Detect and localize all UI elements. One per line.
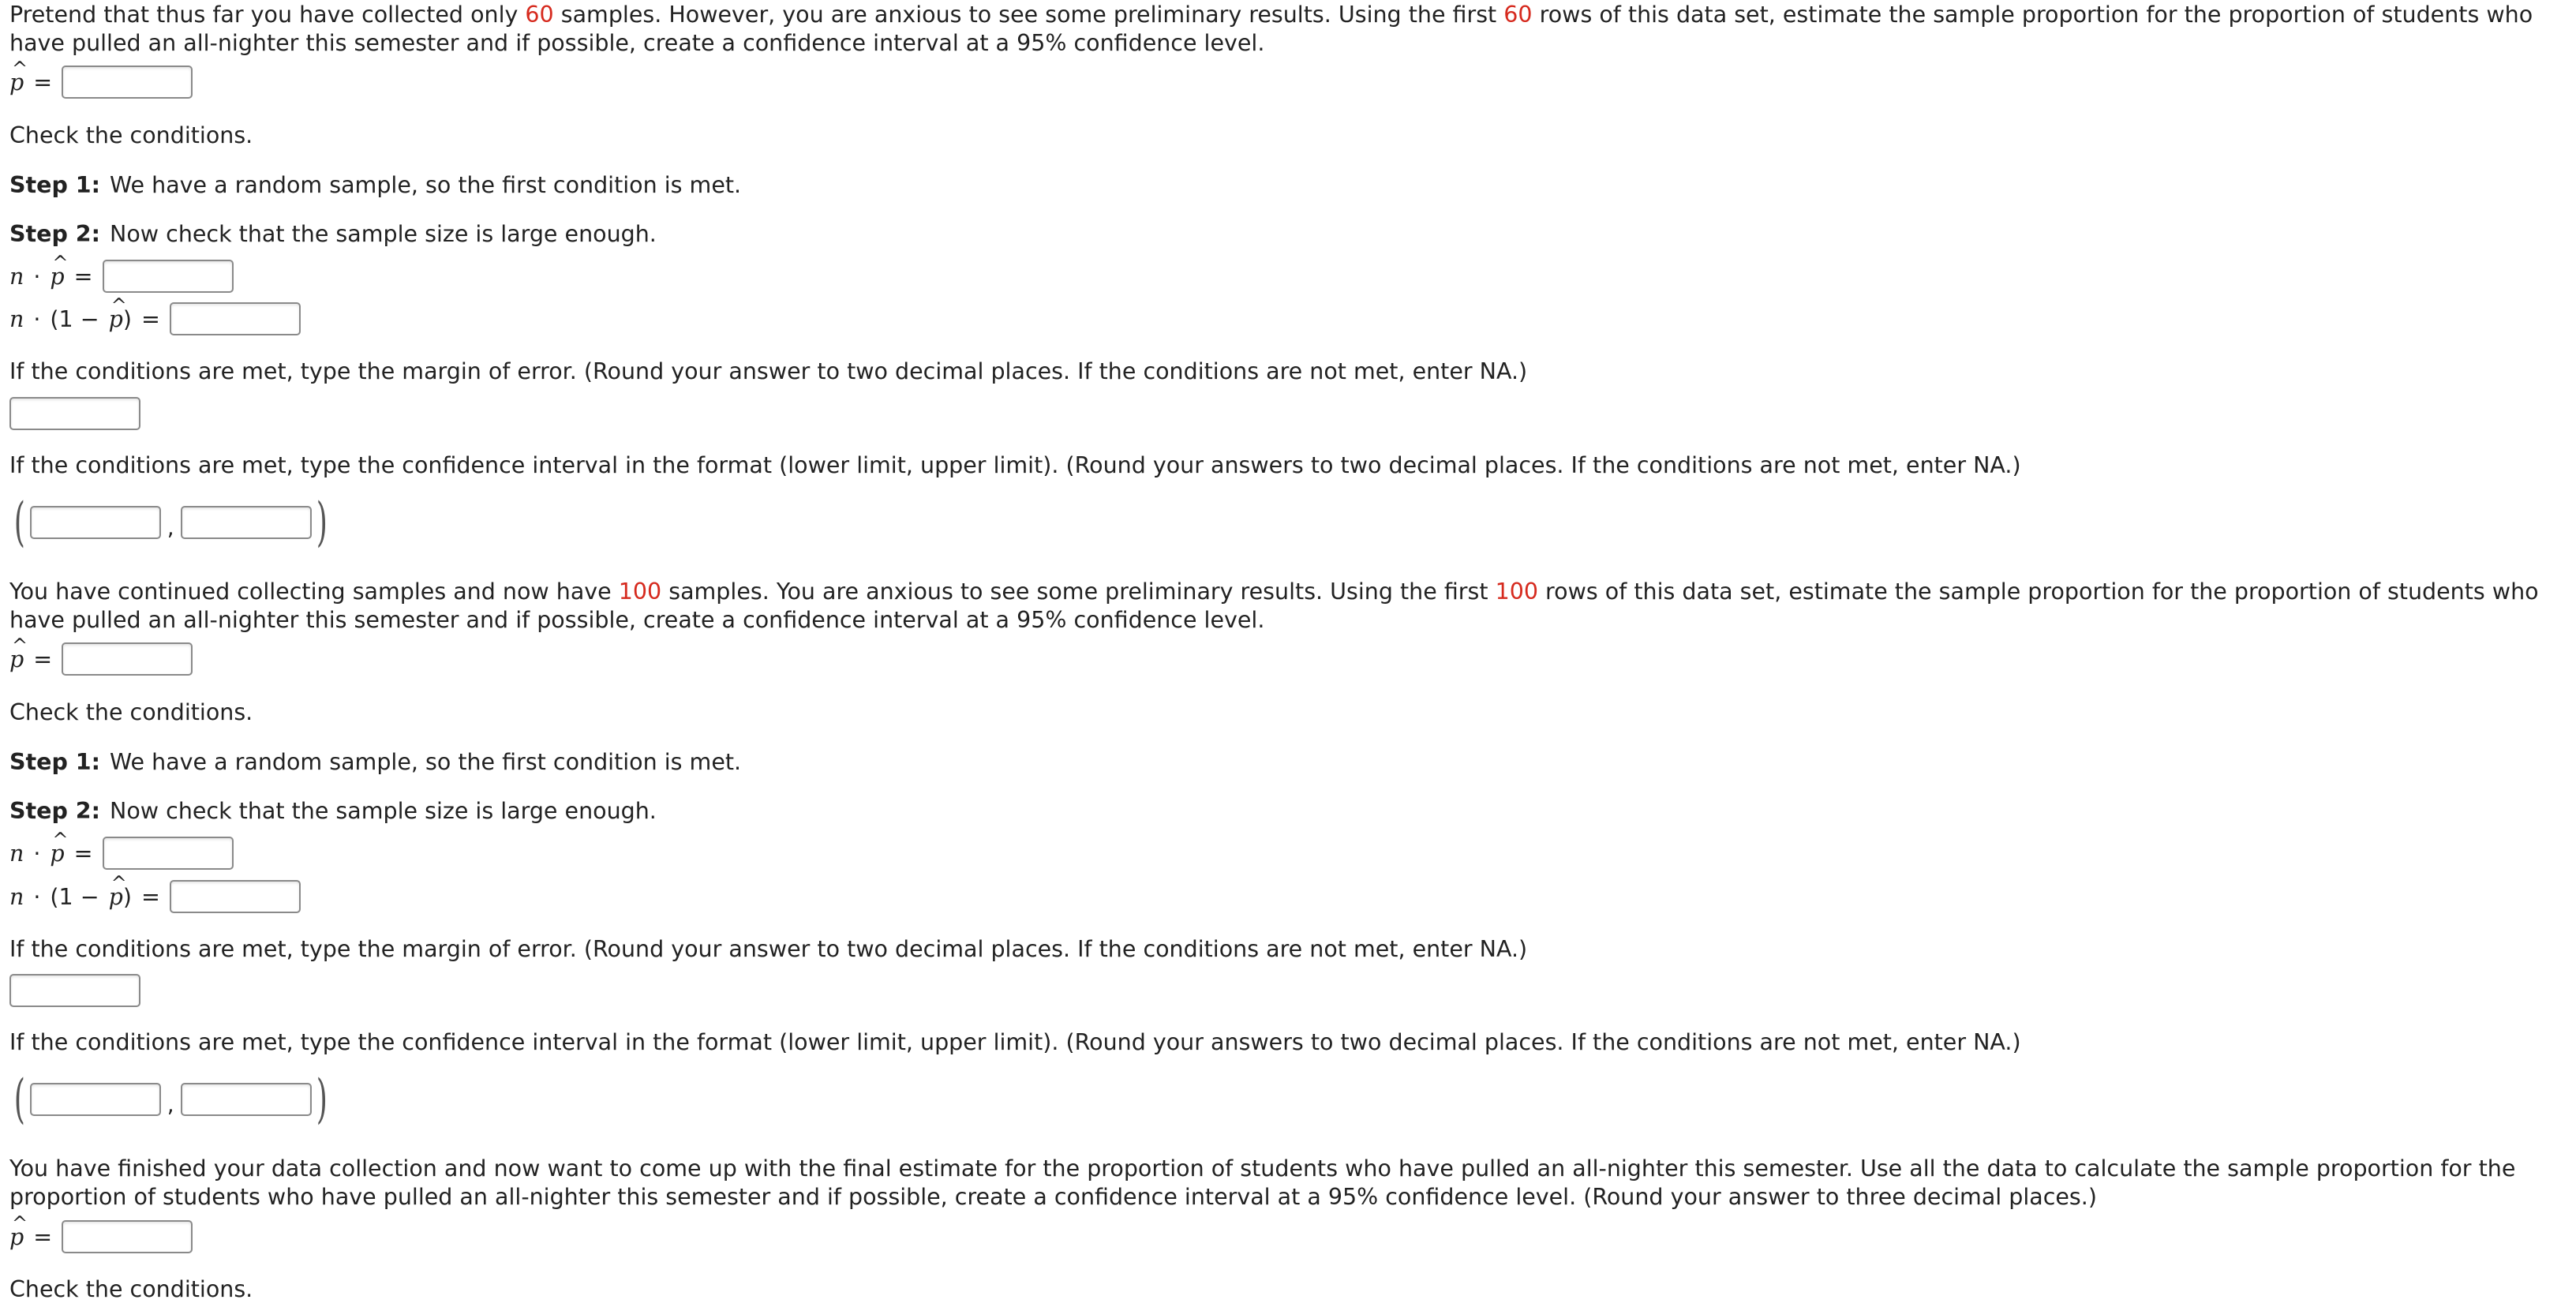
ci-instruction-text: If the conditions are met, type the confidence interval in the format (lower limit, upper limit). (Round your answers to two decimal places. If the conditions are not met, enter NA.) — [9, 451, 2021, 478]
part1-np-input[interactable] — [103, 260, 234, 293]
n-symbol: n — [9, 883, 24, 910]
part1-text-a: Pretend that thus far you have collected only — [9, 2, 526, 28]
part2-moe-row — [9, 973, 140, 1008]
step2-label: Step 2: — [9, 797, 101, 824]
part2-moe-instruction — [9, 931, 1527, 966]
check-conditions-label: Check the conditions. — [9, 1275, 253, 1302]
part2-text-b: samples. You are anxious to see some preliminary results. Using the first — [661, 579, 1496, 605]
close-paren: ) — [122, 883, 132, 910]
part1-ci-lower-input[interactable] — [30, 506, 161, 539]
phat-symbol: ^ p — [109, 884, 123, 910]
close-paren: ) — [122, 305, 132, 332]
part2-np-input[interactable] — [103, 837, 234, 870]
part2-phat-row — [9, 642, 193, 676]
phat-symbol: ^ p — [9, 1224, 24, 1250]
equals-sign: = — [73, 263, 93, 290]
part3-question — [9, 1155, 2567, 1212]
check-conditions-label: Check the conditions. — [9, 122, 253, 148]
part1-ci-row — [9, 492, 331, 552]
part1-step1 — [9, 167, 741, 202]
equals-sign: = — [33, 646, 53, 672]
part1-moe-row — [9, 396, 140, 431]
equals-sign: = — [141, 883, 160, 910]
equals-sign: = — [33, 69, 53, 95]
part1-check-conditions — [9, 118, 253, 152]
part1-np-row — [9, 259, 234, 294]
part1-moe-instruction — [9, 354, 1527, 388]
moe-instruction-text: If the conditions are met, type the margin of error. (Round your answer to two decimal places. If the conditions are not met, enter NA.) — [9, 358, 1528, 384]
equals-sign: = — [141, 305, 160, 332]
part1-text-c: rows of this data set, estimate the sample proportion for the proportion of students who have pulled an all-nighter this semester and if possible, create a confidence interval at a 95% confidence level. — [9, 2, 2533, 56]
dot-operator: · — [33, 263, 41, 290]
part2-np-row — [9, 836, 234, 871]
dot-operator: · — [33, 840, 41, 867]
moe-instruction-text: If the conditions are met, type the margin of error. (Round your answer to two decimal places. If the conditions are not met, enter NA.) — [9, 935, 1528, 962]
part2-text-c: rows of this data set, estimate the sample proportion for the proportion of students who have pulled an all-nighter this semester and if possible, create a confidence interval at a 95% confidence level. — [9, 579, 2539, 633]
step2-label: Step 2: — [9, 220, 101, 247]
step1-label: Step 1: — [9, 748, 101, 775]
part2-ci-instruction — [9, 1024, 2021, 1059]
phat-symbol: ^ p — [50, 264, 64, 290]
comma-separator: , — [167, 1091, 174, 1118]
equals-sign: = — [33, 1223, 53, 1250]
step1-text: We have a random sample, so the first condition is met. — [110, 171, 742, 198]
step2-text: Now check that the sample size is large enough. — [110, 797, 657, 824]
part1-sample-size: 60 — [525, 2, 554, 28]
part1-text-b: samples. However, you are anxious to see some preliminary results. Using the first — [553, 2, 1504, 28]
one-minus-label: (1 − — [50, 305, 99, 332]
step1-label: Step 1: — [9, 171, 101, 198]
part2-nq-input[interactable] — [170, 880, 301, 913]
part2-question — [9, 578, 2567, 635]
part1-rows-count: 60 — [1503, 2, 1533, 28]
right-paren-icon: ) — [316, 492, 328, 552]
part1-ci-instruction — [9, 448, 2021, 482]
part1-nq-input[interactable] — [170, 302, 301, 335]
step2-text: Now check that the sample size is large enough. — [110, 220, 657, 247]
part2-ci-row — [9, 1069, 331, 1129]
part2-moe-input[interactable] — [9, 974, 140, 1007]
part1-question — [9, 1, 2567, 58]
check-conditions-label: Check the conditions. — [9, 698, 253, 725]
left-paren-icon: ( — [13, 1069, 25, 1129]
right-paren-icon: ) — [316, 1069, 328, 1129]
part1-step2 — [9, 216, 657, 251]
phat-symbol: ^ p — [109, 306, 123, 332]
ci-instruction-text: If the conditions are met, type the confidence interval in the format (lower limit, upper limit). (Round your answers to two decimal places. If the conditions are not met, enter NA.) — [9, 1028, 2021, 1055]
part2-phat-input[interactable] — [62, 642, 193, 676]
n-symbol: n — [9, 305, 24, 332]
part3-check-conditions — [9, 1271, 253, 1306]
part2-text-a: You have continued collecting samples and now have — [9, 579, 619, 605]
part1-phat-row — [9, 65, 193, 99]
part2-step2 — [9, 793, 657, 828]
part2-ci-upper-input[interactable] — [181, 1083, 312, 1116]
part3-phat-row — [9, 1219, 193, 1254]
part2-step1 — [9, 744, 741, 779]
left-paren-icon: ( — [13, 492, 25, 552]
dot-operator: · — [33, 883, 41, 910]
part2-rows-count: 100 — [1495, 579, 1538, 605]
part1-moe-input[interactable] — [9, 397, 140, 430]
part3-text: You have finished your data collection and now want to come up with the final estimate for the proportion of students who have pulled an all-nighter this semester. Use all the data to calculate the sample proportion for the proportion of students who have pulled an all-nighter this semester and if possible, create a confidence interval at a 95% confidence level. (Round your answer to three decimal places.) — [9, 1155, 2516, 1210]
equals-sign: = — [73, 840, 93, 867]
n-symbol: n — [9, 263, 24, 290]
phat-symbol: ^ p — [50, 841, 64, 867]
one-minus-label: (1 − — [50, 883, 99, 910]
phat-symbol: ^ p — [9, 69, 24, 95]
part2-sample-size: 100 — [618, 579, 662, 605]
step1-text: We have a random sample, so the first condition is met. — [110, 748, 742, 775]
dot-operator: · — [33, 305, 41, 332]
part2-ci-lower-input[interactable] — [30, 1083, 161, 1116]
part1-phat-input[interactable] — [62, 66, 193, 99]
part2-check-conditions — [9, 695, 253, 729]
part1-nq-row — [9, 301, 301, 336]
phat-symbol: ^ p — [9, 646, 24, 672]
n-symbol: n — [9, 840, 24, 867]
part1-ci-upper-input[interactable] — [181, 506, 312, 539]
part3-phat-input[interactable] — [62, 1220, 193, 1253]
part2-nq-row — [9, 879, 301, 914]
comma-separator: , — [167, 514, 174, 541]
